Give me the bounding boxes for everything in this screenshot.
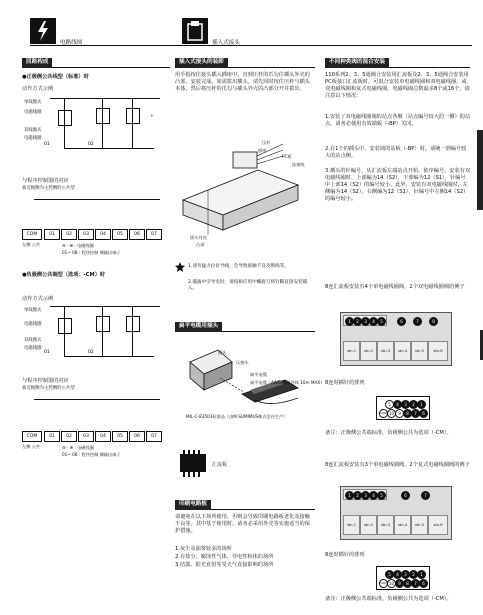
bus-top [50,98,160,99]
terminal: 01 [44,229,60,240]
terminal-block-title: 汇流板 [212,462,228,468]
pin: 9 [395,409,404,418]
pin: 7 [411,409,420,418]
circuit-section-title: 回路构成 [22,58,170,68]
pin: 10 [388,411,395,416]
wire-6 [132,306,133,356]
station-cell: stn.4 [394,515,411,535]
station-cell: stn.4 [394,341,411,361]
label-plug: 插头 [218,350,227,355]
terminal: 07 [146,229,162,240]
pin: COM [379,579,388,588]
pin: 5 [377,317,386,326]
bus-bottom-2 [64,356,154,357]
station-cell: stn.2 [360,341,377,361]
station-cell: stn.2 [360,515,377,535]
left-common-label: 左侧 公共 [22,242,41,247]
station-cell: stn.3 [377,515,394,535]
label-wire: 连接线 [292,162,305,167]
pin: 2 [409,570,418,579]
station-cell: stn.6 [428,341,448,361]
pin: 10 [388,581,395,586]
terminal-block-icon [178,448,208,478]
pin: 2 [353,491,362,500]
combo-section-title: 不同种类阀的混合安装 [325,58,470,68]
combo-point-1: 1.安装了双电磁线圈阀的站点各侧（站点编号较大的一侧）的站点，请务必使用有效端板（-BP）关闭。 [325,114,471,128]
pin: 6 [419,409,428,418]
pin: 9 [395,579,404,588]
pin: 1 [417,570,426,579]
coil-4 [58,318,72,334]
example-2-diagram [340,486,452,540]
flat-cable-section-title: 扁平电缆用插头 [175,322,315,332]
pin: 8 [403,409,412,418]
wire-4 [64,306,65,356]
terminal: 03 [78,229,94,240]
terminal: 04 [95,229,111,240]
label-pcb: PC板 [282,154,292,159]
plugin-note-2: 2.插拔中引导电时，请按相应用中螺旋刀将针脚直接安装插入。 [188,280,308,292]
legend-2: 01~ 08 : 程序控制 侧输出端子 [62,250,121,255]
mapping-sub-2: 靠近极侧为主控侧的公共型 [22,386,75,391]
pin: 3 [401,400,410,409]
pin-arrangement-diagram [376,396,430,420]
pcb-item-1: 1.灰尘及油雾较多的场所 [175,546,232,552]
mapping-bus [34,199,160,200]
terminal: 01 [44,431,60,442]
single-sol-label-2: 电磁线圈 [24,322,42,327]
coil-1 [58,110,72,126]
double-sol-label: 电磁线圈 [24,136,42,141]
single-sol-label: 电磁线圈 [24,110,42,115]
mapping-title: 与程序控制器的对应 [22,178,69,184]
dc-source-label: + [150,114,154,119]
mapping-sub: 靠近极侧为主控侧的公共型 [22,186,75,191]
pin: 7 [411,579,420,588]
pin: 3 [361,317,370,326]
left-common-label-2: 左侧 公共 [22,444,41,449]
station-cell: stn.1 [343,341,360,361]
pin-arrangement-diagram-2 [376,566,430,590]
pin-arrangement-title: 8连时插针的排列 [325,380,365,386]
bus-top-2 [50,306,160,307]
station-cell: stn.6 [428,515,448,535]
node-02-b: 02 [88,350,94,355]
lightning-icon [30,18,56,44]
label-lever: 压杆 [262,140,271,145]
com-terminal-2: COM [22,431,42,442]
terminal: 02 [61,431,77,442]
pin: 5 [385,400,394,409]
pcb-item-3: 3.结露、阳光直射等受天气直接影响的场所 [175,562,274,568]
example-1-title: 8连汇流板安装有4个单电磁线圈阀、2个双电磁线圈阀的例子 [325,284,465,290]
pin: 1 [417,400,426,409]
pin: 5 [385,570,394,579]
side-tab [477,130,483,210]
legend-1: ⊖ · ⊕ : 电磁线圈 [62,243,94,248]
pin: 2 [353,317,362,326]
label-housing: 插头外壳 [190,235,207,240]
negative-common-heading: ●负极侧公共端型（选项：-CM）时 [22,272,106,278]
node-02: 02 [88,142,94,147]
station-cell: stn.3 [377,341,394,361]
double-coil-label: 双线圈式 [24,128,42,133]
pin: 1 [345,317,354,326]
node-01-b: 01 [44,350,50,355]
coil-2 [96,108,110,124]
combo-intro: 110系列2、3、5通阀合安装用汇流板及2、3、5通阀合安装用PC板接口汇流板时，可混合安装单电磁线圈和双电磁线圈，或双电磁线圈和复式电磁线圈。电磁线圈总数最多8个或16个，请注意以下情况： [325,72,470,100]
terminal: 02 [61,229,77,240]
header-left-title: 电路线图 [60,40,83,46]
pin: 6 [419,579,428,588]
pin: 7 [413,317,422,326]
pin: 5 [377,491,386,500]
pin: 6 [401,491,410,500]
double-coil-label-2: 双线圈式 [24,338,42,343]
header-right-title: 插入式接头 [212,40,240,46]
mapping-bus-2 [34,399,160,400]
plugin-text: 用手指按住接头插入插座中，直到压杆的爪勾住插头外壳的凸部，安装完成。如需拔出插头，请先同时按住压杆与插头本体，然后将压杆的爪勾与插头外壳的凸部分开并拔出。 [175,72,310,93]
pcb-section-title: 印刷电路板 [175,500,315,510]
label-crimp: 压接头 [236,360,249,365]
mapping-title-2: 与程序控制器的对应 [22,378,69,384]
pin: 4 [369,317,378,326]
plugin-section-title: 插入式接头的装卸 [175,58,315,68]
terminal: 07 [146,431,162,442]
pin: 4 [393,570,402,579]
wire-1 [64,98,65,148]
pcb-text: 请避免在以下场所使用，否则会导致印刷电路板老化及接触不良等。其中基于使用时，请务必采用外壳等实施适当的保护措施。 [175,514,310,535]
legend-2-b: 01~ 08 : 程序控制 侧输出端子 [62,452,121,457]
single-coil-label-2: 单线圈式 [24,308,42,313]
station-cell: stn.5 [411,341,428,361]
double-sol-label-2: 电磁线圈 [24,346,42,351]
plugin-note-1: 1.请勿猛力拉扯导线，会导致接触不良及断线等。 [188,264,289,269]
single-coil-label: 单线圈式 [24,100,42,105]
op-example-label: 动作方式示例 [22,86,54,92]
wire-5 [102,306,103,356]
coil-3 [126,108,140,124]
wire-3 [132,98,133,148]
remark-1: 备注：正极侧公共端标准，负极侧公共为选项（-CM）。 [325,430,452,436]
pcb-item-2: 2.有盐分，腐蚀性气体、导电性粉体的场所 [175,554,274,560]
combo-point-3: 3.插头的针编号，从汇流板左端站点开始，依序编号。安装有双电磁线圈时，上部编为14（S2），下部编为12（S1），针编号中上部14（S2）的编号较小。此外，安装有双电磁线圈时，左侧编为14（S2），右侧编为12（S1），针编号中左侧14（S2）的编号较小。 [325,168,471,203]
warning-icon [175,262,185,272]
pin: COM [379,409,388,418]
pin: 6 [397,317,406,326]
terminal: 04 [95,431,111,442]
label-tab: 凸部 [196,242,205,247]
coil-5 [96,316,110,332]
station-cell: stn.1 [343,515,360,535]
com-terminal: COM [22,229,42,240]
connector-icon [182,18,208,44]
pin: 4 [369,491,378,500]
terminal: 06 [129,431,145,442]
pin: 4 [393,400,402,409]
example-2-title: 8连汇流板安装有3个单电磁线圈阀、2个复式电磁线圈阀的例子 [325,462,470,468]
positive-common-heading: ●正极侧公共线型（标准）时 [22,74,89,80]
remark-2: 备注：正极侧公共端标准，负极侧公共为选项（-CM）。 [325,596,452,602]
bus-bottom [64,148,154,149]
node-01: 01 [44,142,50,147]
terminal: 05 [112,431,128,442]
label-flat-cable: 扁平电缆 [250,372,267,377]
example-1-diagram [340,312,452,366]
pin: 1 [345,491,354,500]
pin: 7 [421,491,430,500]
wire-2 [102,98,103,148]
pin: 3 [401,570,410,579]
pin: 8 [429,317,438,326]
terminal: 05 [112,229,128,240]
pin: 8 [403,579,412,588]
terminal: 06 [129,229,145,240]
pin: 2 [409,400,418,409]
cable-note: 扁平电缆（AWG28用导体 10m MAX） [250,380,325,385]
terminal: 03 [78,431,94,442]
connector-note: MIL-C-83503标准品（由M SUMIMUS株式会社生产） [186,414,288,419]
pin-arrangement-title-2: 8连时插针的排列 [325,552,365,558]
legend-1-b: ⊖ · ⊕ : 电磁线圈 [62,445,94,450]
op-example-label-2: 动作方式示例 [22,296,54,302]
station-cell: stn.5 [411,515,428,535]
coil-6 [126,316,140,332]
label-socket: 插座 [258,148,267,153]
pin: 3 [361,491,370,500]
combo-point-2: 2.在1个的插头中，安装调的站板（-BP）时，请统一到编号较大的站点侧。 [325,146,467,160]
